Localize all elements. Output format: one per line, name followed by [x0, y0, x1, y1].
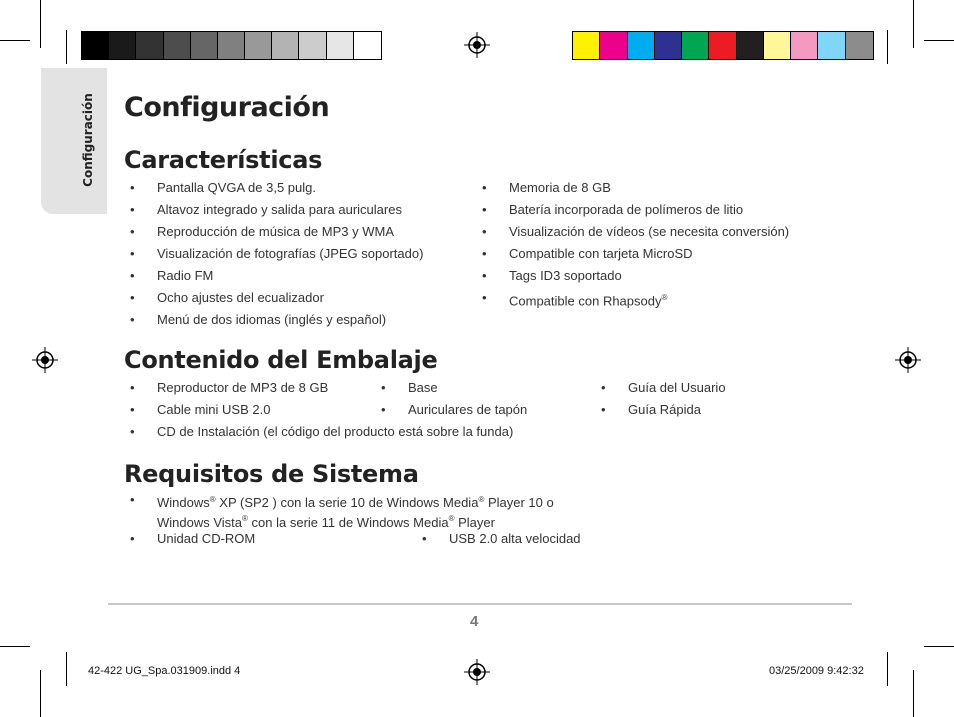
list-item: • Base	[377, 380, 527, 402]
package-list-col2	[377, 380, 527, 424]
registration-mark-icon	[464, 659, 490, 685]
crop-mark	[887, 30, 888, 64]
crop-mark	[913, 670, 914, 717]
section-heading-caracteristicas: Características	[124, 146, 323, 174]
color-swatch	[354, 32, 381, 59]
registration-mark-icon	[32, 347, 58, 373]
list-item: • Ocho ajustes del ecualizador	[126, 290, 423, 312]
list-item: • Radio FM	[126, 268, 423, 290]
list-item: • Reproducción de música de MP3 y WMA	[126, 224, 423, 246]
package-list-col3	[597, 380, 726, 424]
color-swatch	[791, 32, 818, 59]
grayscale-bar	[81, 31, 382, 60]
crop-mark	[924, 646, 954, 647]
list-item: • Reproductor de MP3 de 8 GB	[126, 380, 513, 402]
side-tab-label: Configuración	[81, 93, 95, 187]
list-item: • Menú de dos idiomas (inglés y español)	[126, 312, 423, 334]
crop-mark	[0, 40, 30, 41]
color-swatch	[109, 32, 136, 59]
list-item: • Windows® XP (SP2 ) con la serie 10 de Windows Media® Player 10 o Windows Vista® con la serie 11 de Windows Media® Player	[126, 492, 617, 537]
slug-timestamp: 03/25/2009 9:42:32	[769, 665, 864, 677]
list-item: • Altavoz integrado y salida para auriculares	[126, 202, 423, 224]
list-item: • Auriculares de tapón	[377, 402, 527, 424]
color-swatch	[682, 32, 709, 59]
crop-mark	[40, 670, 41, 717]
color-swatch	[600, 32, 627, 59]
list-item: • Memoria de 8 GB	[478, 180, 789, 202]
color-swatch	[272, 32, 299, 59]
list-item: • Unidad CD-ROM	[126, 531, 255, 553]
crop-mark	[913, 0, 914, 48]
section-heading-contenido: Contenido del Embalaje	[124, 346, 438, 374]
list-item: • CD de Instalación (el código del producto está sobre la funda)	[126, 424, 513, 446]
list-item: • Guía del Usuario	[597, 380, 726, 402]
color-swatch	[737, 32, 764, 59]
list-item: • Visualización de vídeos (se necesita conversión)	[478, 224, 789, 246]
list-item: • Batería incorporada de polímeros de litio	[478, 202, 789, 224]
features-list-right	[478, 180, 789, 312]
crop-mark	[40, 0, 41, 48]
list-item: • Compatible con tarjeta MicroSD	[478, 246, 789, 268]
list-item: • Guía Rápida	[597, 402, 726, 424]
color-swatch	[245, 32, 272, 59]
registration-mark-icon	[895, 347, 921, 373]
list-item: • Compatible con Rhapsody®	[478, 290, 789, 312]
requirements-list-row2-left	[126, 531, 255, 553]
color-swatch	[164, 32, 191, 59]
color-swatch	[709, 32, 736, 59]
features-list-left	[126, 180, 423, 334]
crop-mark	[924, 40, 954, 41]
side-tab	[41, 68, 107, 214]
crop-mark	[66, 30, 67, 64]
slug-filename: 42-422 UG_Spa.031909.indd 4	[88, 665, 241, 677]
color-swatch	[327, 32, 354, 59]
section-heading-requisitos: Requisitos de Sistema	[124, 460, 419, 488]
color-swatch	[82, 32, 109, 59]
list-item: • Tags ID3 soportado	[478, 268, 789, 290]
color-swatch	[846, 32, 873, 59]
color-swatch	[136, 32, 163, 59]
requirements-list-row2-right	[418, 531, 581, 553]
color-bar	[572, 31, 874, 60]
crop-mark	[66, 652, 67, 686]
list-item: • USB 2.0 alta velocidad	[418, 531, 581, 553]
crop-mark	[887, 652, 888, 686]
list-item: • Pantalla QVGA de 3,5 pulg.	[126, 180, 423, 202]
color-swatch	[218, 32, 245, 59]
list-item: • Visualización de fotografías (JPEG soportado)	[126, 246, 423, 268]
color-swatch	[655, 32, 682, 59]
color-swatch	[764, 32, 791, 59]
color-swatch	[628, 32, 655, 59]
color-swatch	[573, 32, 600, 59]
page-number: 4	[470, 613, 479, 630]
page-title: Configuración	[124, 92, 330, 123]
footer-divider	[108, 603, 852, 605]
crop-mark	[0, 646, 30, 647]
list-item: • Cable mini USB 2.0	[126, 402, 513, 424]
color-swatch	[191, 32, 218, 59]
color-swatch	[299, 32, 326, 59]
registration-mark-icon	[464, 32, 490, 58]
color-swatch	[818, 32, 845, 59]
